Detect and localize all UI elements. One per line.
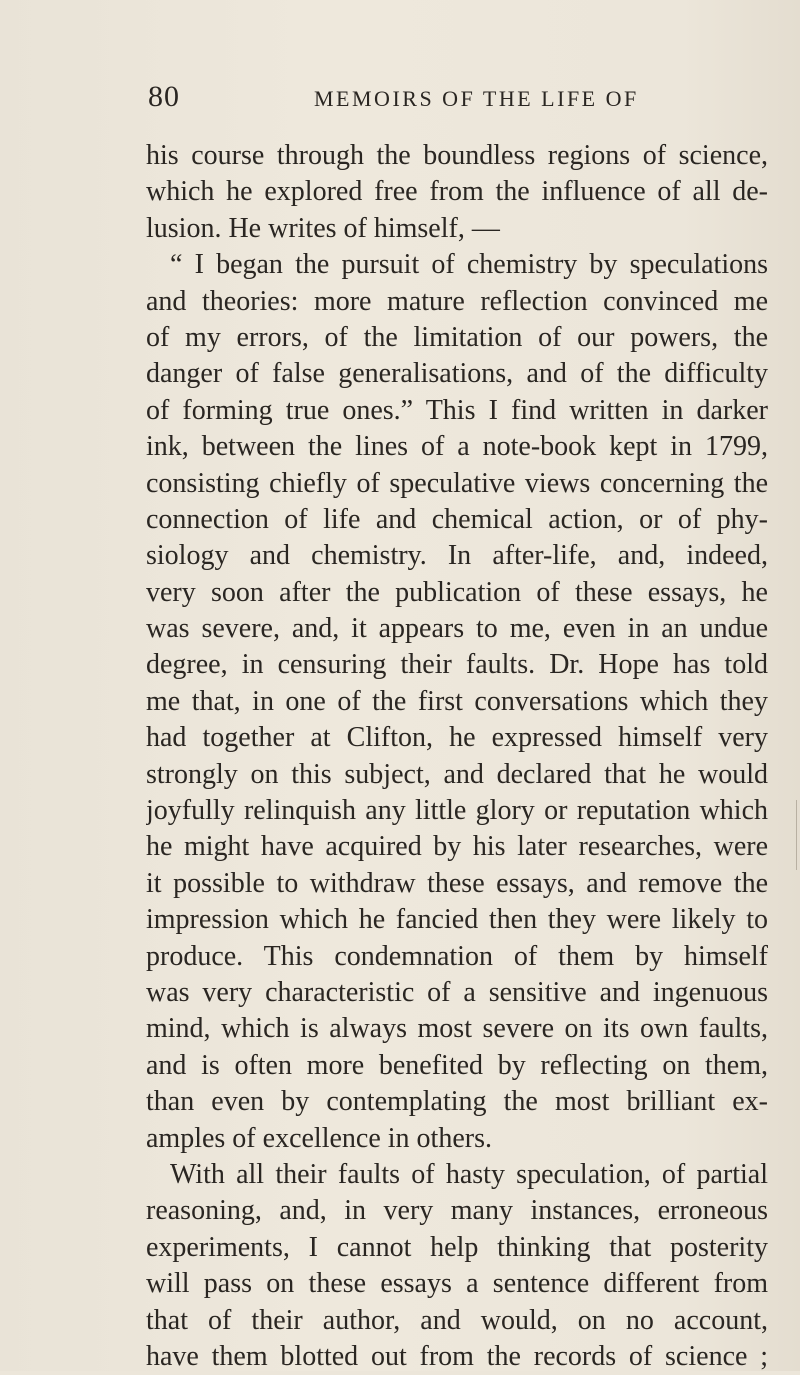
text-line: lusion. He writes of himself, —	[146, 212, 500, 244]
text-line: will pass on these essays a sentence different from	[146, 1268, 768, 1300]
text-line: experiments, I cannot help thinking that posterity	[146, 1231, 768, 1263]
text-line: amples of excellence in others.	[146, 1122, 492, 1154]
text-line: had together at Clifton, he expressed himself very	[146, 722, 768, 754]
text-line: connection of life and chemical action, or of phy-	[146, 503, 768, 535]
text-line: strongly on this subject, and declared that he would	[146, 758, 768, 790]
text-line: have them blotted out from the records of science ;	[146, 1340, 768, 1372]
text-line: With all their faults of hasty speculation, of partial	[170, 1158, 768, 1190]
text-line: impression which he fancied then they were likely to	[146, 904, 768, 936]
text-line: “ I began the pursuit of chemistry by speculations	[170, 249, 768, 281]
text-line: and theories: more mature reflection convinced me	[146, 285, 768, 317]
text-line: of my errors, of the limitation of our powers, the	[146, 321, 768, 353]
text-line: that of their author, and would, on no account,	[146, 1304, 768, 1336]
text-line: very soon after the publication of these essays, he	[146, 576, 768, 608]
page-number: 80	[148, 80, 180, 113]
page-header	[148, 80, 768, 120]
text-line: produce. This condemnation of them by himself	[146, 940, 768, 972]
text-line: joyfully relinquish any little glory or reputation which	[146, 795, 768, 827]
text-line: was severe, and, it appears to me, even in an undue	[146, 613, 768, 645]
text-line: was very characteristic of a sensitive and ingenuous	[146, 976, 768, 1008]
text-line: his course through the boundless regions of science,	[146, 140, 768, 171]
running-head: MEMOIRS OF THE LIFE OF	[314, 86, 639, 111]
page-edge-mark	[796, 800, 797, 870]
text-line: consisting chiefly of speculative views concerning the	[146, 467, 768, 499]
text-line: mind, which is always most severe on its own faults,	[146, 1013, 768, 1045]
text-line: danger of false generalisations, and of the difficulty	[146, 358, 768, 390]
text-line: he might have acquired by his later researches, were	[146, 831, 768, 863]
text-line: degree, in censuring their faults. Dr. Hope has told	[146, 649, 768, 681]
text-line: of forming true ones.” This I find written in darker	[146, 394, 768, 426]
text-line: reasoning, and, in very many instances, erroneous	[146, 1195, 768, 1227]
text-line: than even by contemplating the most brilliant ex-	[146, 1086, 768, 1118]
text-line: and is often more benefited by reflecting on them,	[146, 1049, 768, 1081]
text-line: me that, in one of the first conversations which they	[146, 685, 768, 717]
text-line: siology and chemistry. In after-life, and, indeed,	[146, 540, 768, 572]
text-line: which he explored free from the influence of all de-	[146, 176, 768, 208]
text-line: ink, between the lines of a note-book kept in 1799,	[146, 431, 768, 463]
body-text	[146, 138, 768, 1375]
text-line: it possible to withdraw these essays, and remove the	[146, 867, 768, 899]
